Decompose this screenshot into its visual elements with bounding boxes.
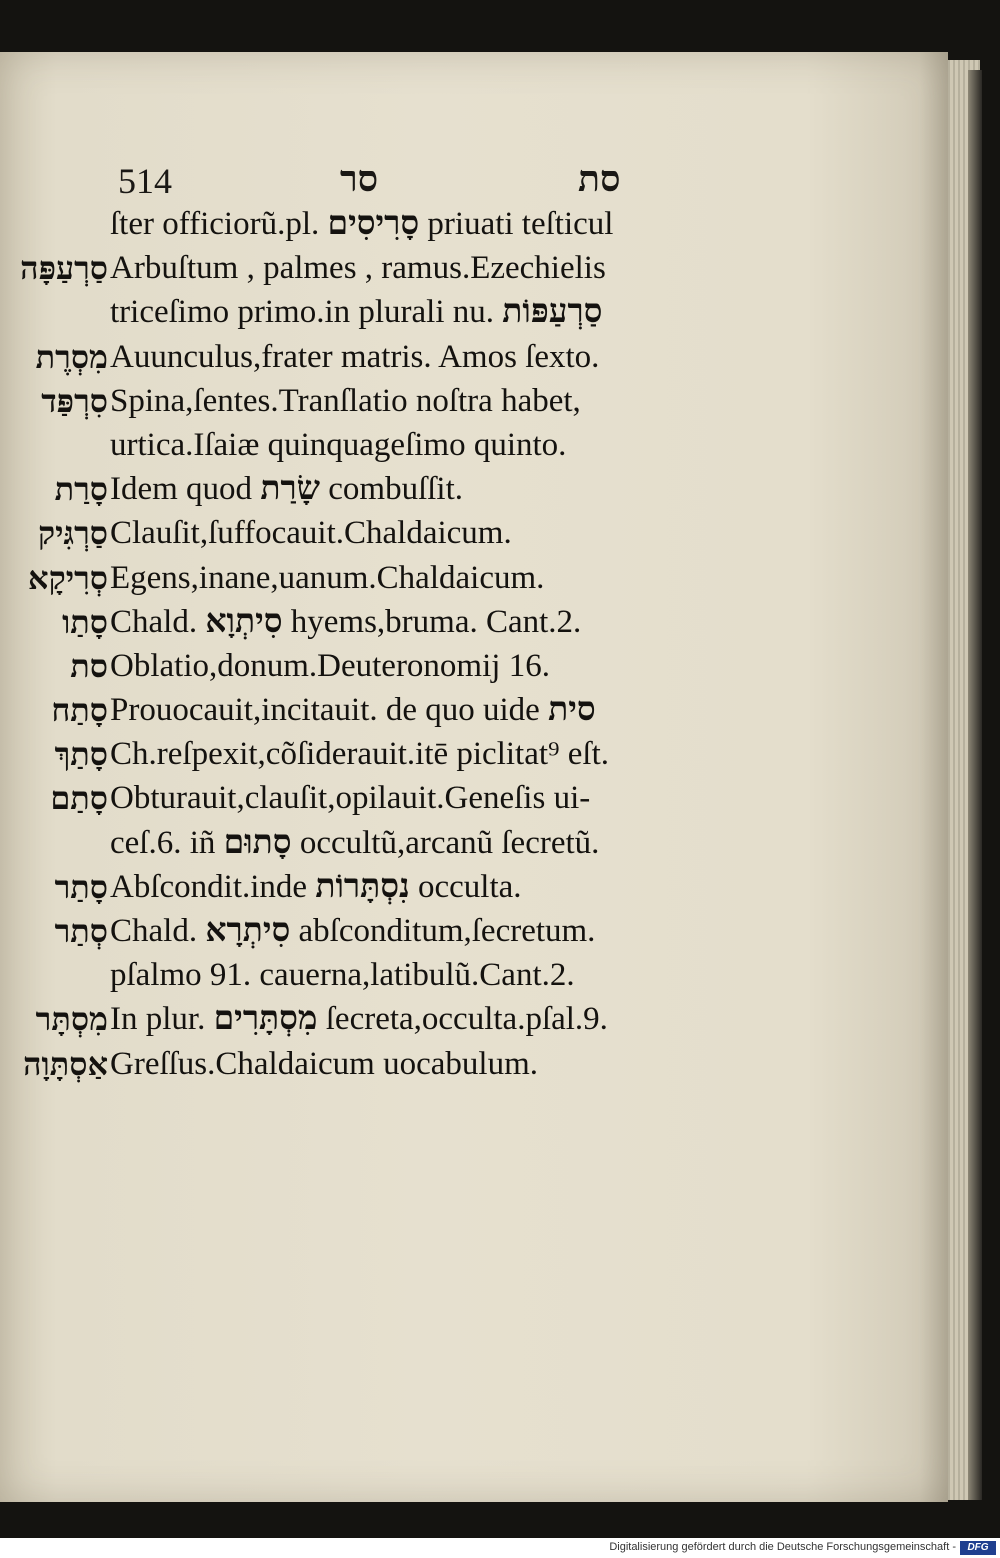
gloss-text: abſconditum,ſecretum. [290,913,596,949]
text-line [0,335,960,379]
latin-gloss [110,556,544,600]
latin-gloss [110,335,599,379]
gloss-text: Oblatio,donum.Deuteronomij 16. [110,647,550,684]
gloss-text: hyems,bruma. Cant.2. [282,603,582,640]
text-line [0,688,960,732]
gloss-text: ſter officiorũ.pl. [110,206,328,242]
hebrew-term: סִיתְרָא [205,913,291,949]
latin-gloss [110,246,606,290]
hebrew-lemma: סָתַח [51,692,108,729]
dictionary-entries [0,202,960,1086]
page-edge-shadow [968,70,982,1500]
text-line [0,202,960,246]
text-line [0,776,960,820]
text-line [0,511,960,555]
gloss-text: Chald. [110,913,206,949]
hebrew-term: שָׂרַת [260,471,321,508]
hebrew-lemma: סַרְעַפָּה [20,250,108,287]
hebrew-lemma: סִרְפַּד [41,382,108,419]
header-hebrew-right: סת [578,159,621,199]
hebrew-lemma: סָתַם [50,780,108,817]
gloss-text: Obturauit,clauſit,opilauit.Geneſis ui- [110,780,591,817]
hebrew-lemma: סָתַךְ [54,736,108,773]
hebrew-lemma: אַסְתָּוָה [23,1045,108,1082]
gloss-text: occulta. [409,868,522,905]
gloss-text: Chald. [110,603,206,640]
hebrew-term: מִסְתָּרִים [213,1001,318,1038]
gloss-text: Prouocauit,incitauit. de quo uide [110,692,549,729]
footer-credit: Digitalisierung gefördert durch die Deutsche Forschungsgemeinschaft - [609,1541,956,1553]
text-line [0,821,960,865]
latin-gloss [110,732,609,776]
latin-gloss [110,865,522,909]
gloss-text: ſecreta,occulta.pſal.9. [317,1001,608,1038]
latin-gloss [110,511,512,555]
gloss-text: triceſimo primo.in plurali nu. [110,294,503,331]
text-line [0,556,960,600]
footer-bar [0,1538,1000,1558]
gloss-text: ceſ.6. iñ [110,824,224,861]
gloss-text: occultũ,arcanũ ſecretũ. [291,824,600,861]
gloss-text: Idem quod [110,471,261,508]
gloss-text: Ch.reſpexit,cõſiderauit.itē piclitat⁹ eſt. [110,736,610,773]
text-line [0,953,960,997]
latin-gloss [110,600,581,644]
gloss-text: combuſſit. [320,471,464,508]
hebrew-lemma: סְתַר [54,913,108,949]
hebrew-term: נִסְתָּרוֹת [315,868,410,905]
hebrew-lemma: מִסְרֶת [35,338,108,375]
text-line [0,467,960,511]
text-line [0,379,960,423]
latin-gloss [110,776,590,820]
latin-gloss [110,1042,538,1086]
gloss-text: Arbuſtum , palmes , ramus.Ezechielis [110,250,606,287]
gloss-text: Clauſit,ſuffocauit.Chaldaicum. [110,515,512,552]
latin-gloss [110,997,608,1041]
text-line [0,246,960,290]
latin-gloss [110,467,463,511]
latin-gloss [110,909,595,953]
gloss-text: pſalmo 91. cauerna,latibulũ.Cant.2. [110,957,575,994]
hebrew-term: סִיתְוָא [205,603,283,640]
text-line [0,600,960,644]
hebrew-term: סָרִיסִים [327,206,420,242]
latin-gloss [110,379,581,423]
text-line [0,732,960,776]
page-number: 514 [118,161,172,201]
gloss-text: In plur. [110,1001,214,1038]
latin-gloss [110,953,575,997]
hebrew-lemma: מִסְתָּר [35,1001,108,1038]
gloss-text: Abſcondit.inde [110,868,316,905]
hebrew-term: סַרְעַפּוֹת [502,294,603,331]
latin-gloss [110,644,550,688]
hebrew-lemma: סת [70,647,108,684]
hebrew-lemma: סָתַר [54,868,108,905]
gloss-text: Greſſus.Chaldaicum uocabulum. [110,1045,538,1082]
gloss-text: urtica.Iſaiæ quinquageſimo quinto. [110,426,567,463]
hebrew-lemma: סַרְגִּיק [38,515,108,552]
hebrew-lemma: סְרִיקָא [28,559,108,596]
latin-gloss [110,202,613,246]
hebrew-lemma: סָתַו [62,603,108,640]
text-line [0,909,960,953]
text-line [0,644,960,688]
gloss-text: Egens,inane,uanum.Chaldaicum. [110,559,545,596]
text-line [0,423,960,467]
text-line [0,290,960,334]
gloss-text: priuati teſticul [419,206,614,242]
text-line [0,1042,960,1086]
hebrew-lemma: סָרַת [54,471,108,508]
latin-gloss [110,821,599,865]
hebrew-term: סית [548,692,596,729]
dfg-logo: DFG [960,1541,996,1555]
gloss-text: Spina,ſentes.Tranſlatio noſtra habet, [110,382,581,419]
latin-gloss [110,423,566,467]
hebrew-term: סָתוּם [223,824,292,861]
running-header [118,158,718,208]
text-line [0,865,960,909]
latin-gloss [110,688,596,732]
gloss-text: Auunculus,frater matris. Amos ſexto. [110,338,600,375]
text-line [0,997,960,1041]
latin-gloss [110,290,602,334]
header-hebrew-left: סר [340,159,379,199]
